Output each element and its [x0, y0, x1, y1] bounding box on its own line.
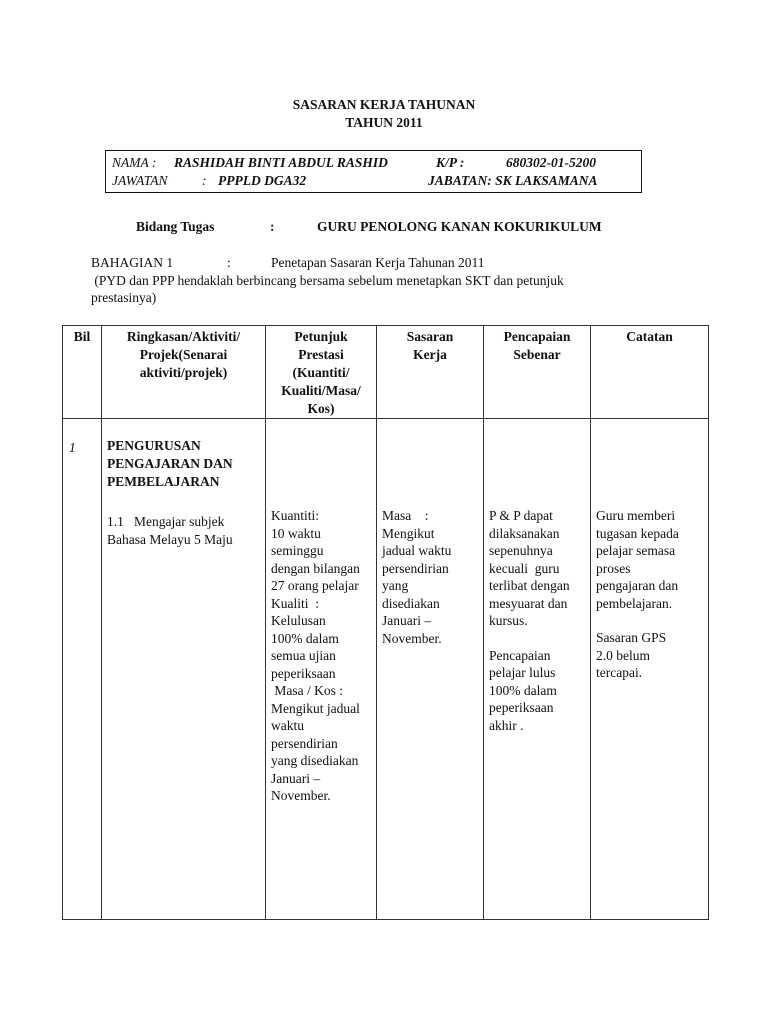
jawatan-label: JAWATAN: [112, 173, 168, 188]
cell-petunjuk: Kuantiti: 10 waktu seminggu dengan bilangan 27 orang pelajar Kualiti : Kelulusan 100% dalam semua ujian peperiksaan Masa / Kos : Mengikut jadual waktu persendirian yang disediakan Januari – November.: [266, 419, 377, 920]
header-bil: Bil: [63, 326, 102, 419]
employee-info-box: [105, 150, 642, 193]
bidang-tugas-value: GURU PENOLONG KANAN KOKURIKULUM: [317, 219, 602, 234]
bidang-tugas-separator: :: [270, 219, 275, 234]
cell-catatan: Guru memberi tugasan kepada pelajar semasa proses pengajaran dan pembelajaran. Sasaran GPS 2.0 belum tercapai.: [591, 419, 709, 920]
jawatan-separator: :: [202, 173, 207, 188]
kp-label: K/P :: [436, 155, 465, 170]
kp-value: 680302-01-5200: [506, 155, 596, 170]
bahagian-note-line1: (PYD dan PPP hendaklah berbincang bersama sebelum menetapkan SKT dan petunjuk: [91, 273, 564, 288]
cell-pencapaian: P & P dapat dilaksanakan sepenuhnya kecuali guru terlibat dengan mesyuarat dan kursus. Pencapaian pelajar lulus 100% dalam peperiksaan akhir .: [484, 419, 591, 920]
table-row: [63, 419, 709, 920]
cell-bil: 1: [63, 419, 102, 920]
skt-table: [62, 325, 709, 920]
section-heading: PENGURUSAN PENGAJARAN DAN PEMBELAJARAN: [107, 438, 233, 489]
bidang-tugas-label: Bidang Tugas: [136, 219, 215, 234]
nama-label: NAMA :: [112, 155, 157, 170]
header-petunjuk: Petunjuk Prestasi (Kuantiti/ Kualiti/Masa/ Kos): [266, 326, 377, 419]
header-ringkasan: Ringkasan/Aktiviti/ Projek(Senarai aktiviti/projek): [102, 326, 266, 419]
jawatan-value: PPPLD DGA32: [218, 173, 307, 188]
header-pencapaian: Pencapaian Sebenar: [484, 326, 591, 419]
activity-item: 1.1 Mengajar subjek Bahasa Melayu 5 Maju: [107, 514, 233, 547]
jabatan-value: JABATAN: SK LAKSAMANA: [428, 173, 598, 188]
document-year: TAHUN 2011: [345, 115, 423, 130]
document-title: SASARAN KERJA TAHUNAN: [292, 97, 476, 112]
bahagian-separator: :: [227, 255, 231, 270]
nama-value: RASHIDAH BINTI ABDUL RASHID: [174, 155, 388, 170]
bahagian-note-line2: prestasinya): [91, 290, 157, 305]
cell-sasaran: Masa : Mengikut jadual waktu persendirian yang disediakan Januari – November.: [377, 419, 484, 920]
bahagian-value: Penetapan Sasaran Kerja Tahunan 2011: [271, 255, 485, 270]
header-catatan: Catatan: [591, 326, 709, 419]
bahagian-label: BAHAGIAN 1: [91, 255, 174, 270]
header-sasaran: Sasaran Kerja: [377, 326, 484, 419]
cell-ringkasan: [102, 419, 266, 920]
table-header-row: [63, 326, 709, 419]
